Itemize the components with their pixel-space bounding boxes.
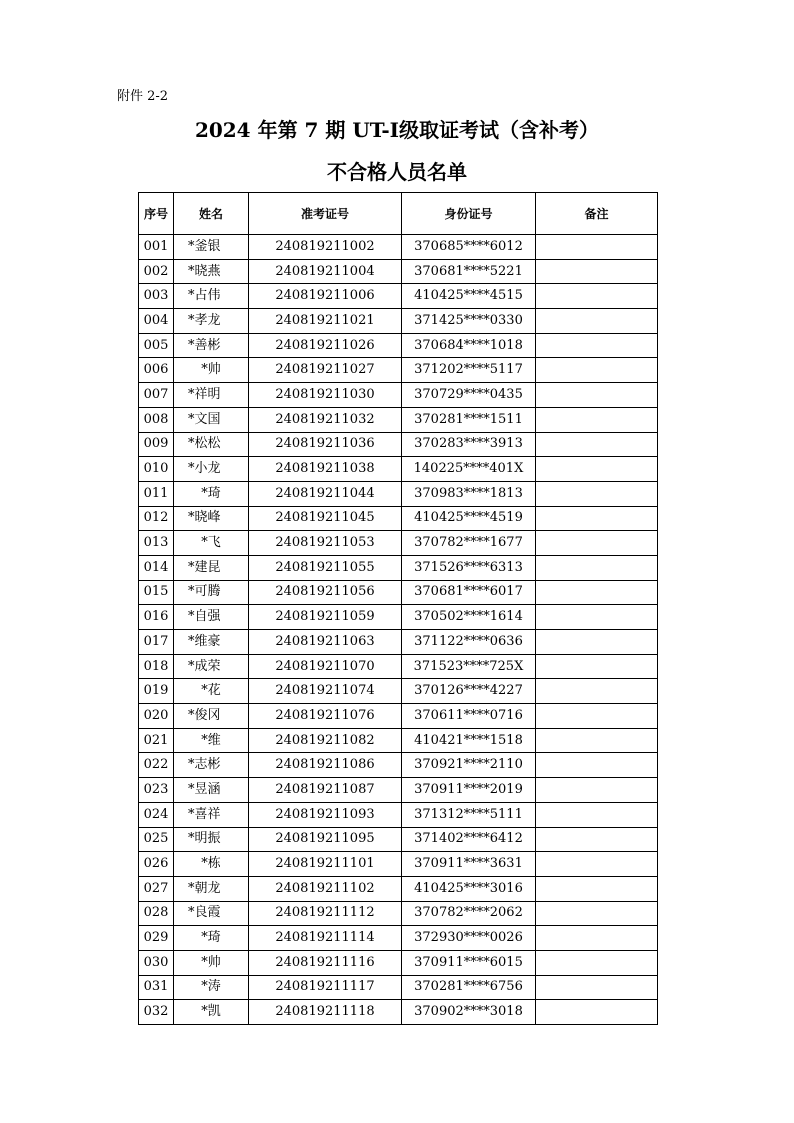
table-row xyxy=(139,235,658,260)
cell-remark xyxy=(536,950,658,975)
cell-exam-no: 240819211114 xyxy=(249,926,402,951)
header-id-no: 身份证号 xyxy=(402,193,536,235)
table-body xyxy=(139,235,658,1025)
cell-name: *栋 xyxy=(174,852,249,877)
cell-name: *帅 xyxy=(174,358,249,383)
cell-seq: 027 xyxy=(139,876,174,901)
cell-remark xyxy=(536,654,658,679)
cell-seq: 010 xyxy=(139,457,174,482)
table-row xyxy=(139,605,658,630)
cell-seq: 003 xyxy=(139,284,174,309)
table-row xyxy=(139,481,658,506)
cell-id-no: 371402****6412 xyxy=(402,827,536,852)
cell-exam-no: 240819211036 xyxy=(249,432,402,457)
cell-remark xyxy=(536,457,658,482)
cell-seq: 020 xyxy=(139,704,174,729)
cell-remark xyxy=(536,1000,658,1025)
cell-exam-no: 240819211004 xyxy=(249,259,402,284)
table-row xyxy=(139,407,658,432)
table-row xyxy=(139,383,658,408)
cell-remark xyxy=(536,728,658,753)
header-name: 姓名 xyxy=(174,193,249,235)
table-row xyxy=(139,333,658,358)
cell-exam-no: 240819211101 xyxy=(249,852,402,877)
cell-exam-no: 240819211030 xyxy=(249,383,402,408)
cell-name: *昱涵 xyxy=(174,778,249,803)
cell-id-no: 370684****1018 xyxy=(402,333,536,358)
table-row xyxy=(139,457,658,482)
cell-name: *可腾 xyxy=(174,580,249,605)
cell-name: *占伟 xyxy=(174,284,249,309)
cell-seq: 018 xyxy=(139,654,174,679)
attachment-label: 附件 2-2 xyxy=(117,89,169,104)
cell-remark xyxy=(536,506,658,531)
table-row xyxy=(139,1000,658,1025)
cell-id-no: 371202****5117 xyxy=(402,358,536,383)
cell-remark xyxy=(536,778,658,803)
cell-name: *志彬 xyxy=(174,753,249,778)
cell-name: *琦 xyxy=(174,481,249,506)
cell-exam-no: 240819211070 xyxy=(249,654,402,679)
cell-name: *自强 xyxy=(174,605,249,630)
table-header-row xyxy=(139,193,658,235)
cell-exam-no: 240819211074 xyxy=(249,679,402,704)
cell-id-no: 370685****6012 xyxy=(402,235,536,260)
cell-exam-no: 240819211093 xyxy=(249,802,402,827)
cell-seq: 016 xyxy=(139,605,174,630)
cell-exam-no: 240819211021 xyxy=(249,309,402,334)
cell-remark xyxy=(536,802,658,827)
cell-exam-no: 240819211082 xyxy=(249,728,402,753)
cell-id-no: 370681****6017 xyxy=(402,580,536,605)
cell-seq: 022 xyxy=(139,753,174,778)
cell-exam-no: 240819211118 xyxy=(249,1000,402,1025)
cell-seq: 030 xyxy=(139,950,174,975)
table-row xyxy=(139,284,658,309)
cell-seq: 015 xyxy=(139,580,174,605)
cell-exam-no: 240819211006 xyxy=(249,284,402,309)
table-row xyxy=(139,728,658,753)
cell-seq: 001 xyxy=(139,235,174,260)
cell-exam-no: 240819211002 xyxy=(249,235,402,260)
cell-seq: 002 xyxy=(139,259,174,284)
cell-id-no: 370126****4227 xyxy=(402,679,536,704)
failed-candidates-table xyxy=(138,192,658,1025)
cell-id-no: 370782****1677 xyxy=(402,531,536,556)
table-row xyxy=(139,975,658,1000)
cell-seq: 013 xyxy=(139,531,174,556)
table-row xyxy=(139,630,658,655)
cell-seq: 028 xyxy=(139,901,174,926)
cell-seq: 026 xyxy=(139,852,174,877)
cell-remark xyxy=(536,926,658,951)
cell-remark xyxy=(536,383,658,408)
cell-exam-no: 240819211055 xyxy=(249,555,402,580)
cell-name: *帅 xyxy=(174,950,249,975)
table-row xyxy=(139,827,658,852)
header-remark: 备注 xyxy=(536,193,658,235)
cell-remark xyxy=(536,407,658,432)
cell-seq: 029 xyxy=(139,926,174,951)
cell-seq: 014 xyxy=(139,555,174,580)
cell-seq: 012 xyxy=(139,506,174,531)
cell-remark xyxy=(536,358,658,383)
cell-remark xyxy=(536,753,658,778)
cell-seq: 021 xyxy=(139,728,174,753)
cell-id-no: 370611****0716 xyxy=(402,704,536,729)
cell-name: *凯 xyxy=(174,1000,249,1025)
cell-id-no: 371122****0636 xyxy=(402,630,536,655)
cell-id-no: 370729****0435 xyxy=(402,383,536,408)
cell-name: *晓燕 xyxy=(174,259,249,284)
cell-name: *建昆 xyxy=(174,555,249,580)
cell-remark xyxy=(536,284,658,309)
cell-seq: 031 xyxy=(139,975,174,1000)
table-row xyxy=(139,555,658,580)
cell-name: *飞 xyxy=(174,531,249,556)
cell-remark xyxy=(536,259,658,284)
cell-id-no: 371312****5111 xyxy=(402,802,536,827)
cell-exam-no: 240819211038 xyxy=(249,457,402,482)
table-row xyxy=(139,950,658,975)
cell-seq: 009 xyxy=(139,432,174,457)
cell-remark xyxy=(536,704,658,729)
cell-exam-no: 240819211056 xyxy=(249,580,402,605)
cell-seq: 024 xyxy=(139,802,174,827)
cell-name: *琦 xyxy=(174,926,249,951)
cell-id-no: 370902****3018 xyxy=(402,1000,536,1025)
cell-exam-no: 240819211117 xyxy=(249,975,402,1000)
cell-remark xyxy=(536,580,658,605)
cell-seq: 004 xyxy=(139,309,174,334)
header-exam-no: 准考证号 xyxy=(249,193,402,235)
cell-seq: 023 xyxy=(139,778,174,803)
cell-remark xyxy=(536,901,658,926)
cell-id-no: 410425****4515 xyxy=(402,284,536,309)
table-row xyxy=(139,704,658,729)
cell-id-no: 140225****401X xyxy=(402,457,536,482)
cell-id-no: 371526****6313 xyxy=(402,555,536,580)
cell-seq: 008 xyxy=(139,407,174,432)
cell-exam-no: 240819211026 xyxy=(249,333,402,358)
cell-id-no: 370983****1813 xyxy=(402,481,536,506)
cell-exam-no: 240819211027 xyxy=(249,358,402,383)
cell-seq: 017 xyxy=(139,630,174,655)
table-row xyxy=(139,926,658,951)
cell-seq: 005 xyxy=(139,333,174,358)
cell-seq: 007 xyxy=(139,383,174,408)
cell-name: *喜祥 xyxy=(174,802,249,827)
table-row xyxy=(139,580,658,605)
cell-exam-no: 240819211076 xyxy=(249,704,402,729)
cell-name: *松松 xyxy=(174,432,249,457)
cell-id-no: 370281****6756 xyxy=(402,975,536,1000)
cell-remark xyxy=(536,432,658,457)
cell-remark xyxy=(536,333,658,358)
cell-remark xyxy=(536,555,658,580)
cell-exam-no: 240819211102 xyxy=(249,876,402,901)
cell-id-no: 370911****2019 xyxy=(402,778,536,803)
cell-name: *晓峰 xyxy=(174,506,249,531)
cell-name: *涛 xyxy=(174,975,249,1000)
cell-seq: 019 xyxy=(139,679,174,704)
cell-remark xyxy=(536,679,658,704)
table-row xyxy=(139,876,658,901)
cell-exam-no: 240819211045 xyxy=(249,506,402,531)
cell-name: *明振 xyxy=(174,827,249,852)
cell-id-no: 370782****2062 xyxy=(402,901,536,926)
table-row xyxy=(139,802,658,827)
cell-exam-no: 240819211112 xyxy=(249,901,402,926)
cell-name: *孝龙 xyxy=(174,309,249,334)
cell-remark xyxy=(536,852,658,877)
cell-exam-no: 240819211032 xyxy=(249,407,402,432)
cell-name: *花 xyxy=(174,679,249,704)
table-row xyxy=(139,309,658,334)
header-seq: 序号 xyxy=(139,193,174,235)
cell-id-no: 410421****1518 xyxy=(402,728,536,753)
table-row xyxy=(139,432,658,457)
cell-seq: 011 xyxy=(139,481,174,506)
cell-name: *成荣 xyxy=(174,654,249,679)
cell-exam-no: 240819211063 xyxy=(249,630,402,655)
table-row xyxy=(139,753,658,778)
cell-name: *良霞 xyxy=(174,901,249,926)
cell-name: *善彬 xyxy=(174,333,249,358)
table-row xyxy=(139,654,658,679)
table-row xyxy=(139,778,658,803)
cell-name: *朝龙 xyxy=(174,876,249,901)
cell-seq: 025 xyxy=(139,827,174,852)
table-row xyxy=(139,679,658,704)
cell-remark xyxy=(536,876,658,901)
cell-id-no: 410425****3016 xyxy=(402,876,536,901)
cell-exam-no: 240819211053 xyxy=(249,531,402,556)
table-row xyxy=(139,259,658,284)
cell-exam-no: 240819211059 xyxy=(249,605,402,630)
table-row xyxy=(139,506,658,531)
cell-name: *釜银 xyxy=(174,235,249,260)
cell-remark xyxy=(536,605,658,630)
cell-remark xyxy=(536,975,658,1000)
cell-exam-no: 240819211116 xyxy=(249,950,402,975)
cell-remark xyxy=(536,531,658,556)
table-row xyxy=(139,852,658,877)
table-row xyxy=(139,901,658,926)
cell-exam-no: 240819211086 xyxy=(249,753,402,778)
cell-seq: 032 xyxy=(139,1000,174,1025)
cell-id-no: 372930****0026 xyxy=(402,926,536,951)
cell-name: *小龙 xyxy=(174,457,249,482)
cell-exam-no: 240819211095 xyxy=(249,827,402,852)
cell-remark xyxy=(536,630,658,655)
cell-name: *祥明 xyxy=(174,383,249,408)
cell-id-no: 370283****3913 xyxy=(402,432,536,457)
cell-name: *维 xyxy=(174,728,249,753)
cell-id-no: 370281****1511 xyxy=(402,407,536,432)
document-subtitle: 不合格人员名单 xyxy=(327,160,467,184)
cell-id-no: 370502****1614 xyxy=(402,605,536,630)
document-title: 2024 年第 7 期 UT-Ⅰ级取证考试（含补考） xyxy=(194,118,600,142)
cell-id-no: 370921****2110 xyxy=(402,753,536,778)
cell-remark xyxy=(536,235,658,260)
cell-exam-no: 240819211087 xyxy=(249,778,402,803)
cell-name: *维豪 xyxy=(174,630,249,655)
cell-remark xyxy=(536,827,658,852)
cell-id-no: 371425****0330 xyxy=(402,309,536,334)
cell-id-no: 370681****5221 xyxy=(402,259,536,284)
cell-id-no: 410425****4519 xyxy=(402,506,536,531)
table-row xyxy=(139,531,658,556)
cell-name: *文国 xyxy=(174,407,249,432)
cell-id-no: 370911****6015 xyxy=(402,950,536,975)
cell-remark xyxy=(536,481,658,506)
cell-remark xyxy=(536,309,658,334)
table-row xyxy=(139,358,658,383)
cell-exam-no: 240819211044 xyxy=(249,481,402,506)
cell-id-no: 371523****725X xyxy=(402,654,536,679)
cell-id-no: 370911****3631 xyxy=(402,852,536,877)
cell-seq: 006 xyxy=(139,358,174,383)
cell-name: *俊冈 xyxy=(174,704,249,729)
